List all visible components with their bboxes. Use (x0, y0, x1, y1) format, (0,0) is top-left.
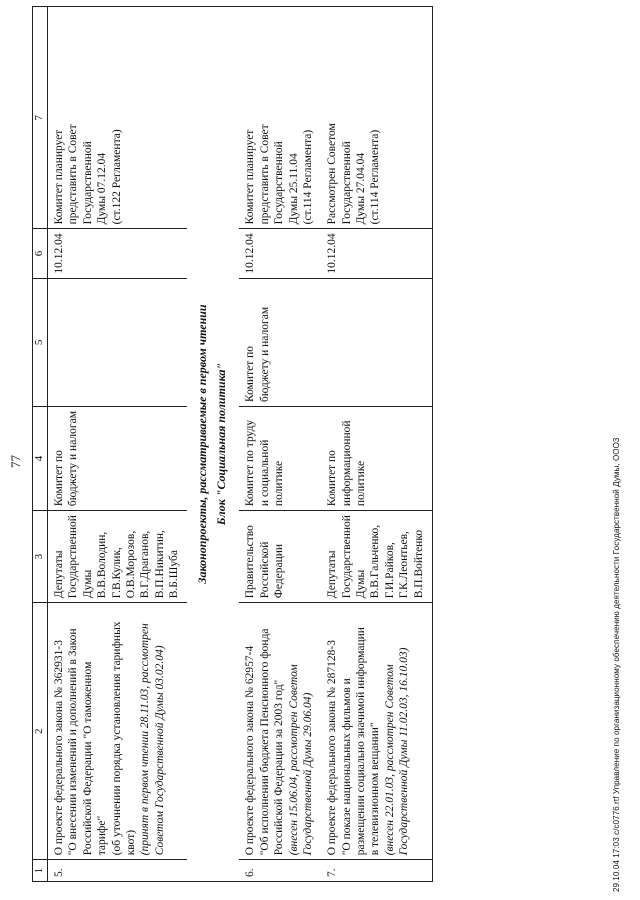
cell-line: В.П.Войтенко (412, 529, 425, 599)
cell-line: Комитет по (326, 450, 339, 507)
status-note (239, 7, 321, 229)
cell-line: политике (355, 460, 367, 507)
cell-line: Думы (355, 569, 367, 599)
cell-line: Государственной Думы 11.02.03, 16.10.03) (398, 647, 411, 856)
bill-description (239, 603, 321, 860)
cell-line: Депутаты (326, 550, 339, 599)
cell-line: Государственной (67, 515, 80, 599)
table-row (321, 7, 432, 882)
cell-line: тарифе" (96, 815, 109, 856)
cell-line: В.В.Гальченко, (369, 524, 382, 599)
cell-line: Думы 25.11.04 (287, 153, 300, 225)
item-number: 7. (321, 860, 432, 882)
cell-line: "О внесении изменений и дополнений в Закон (67, 628, 80, 856)
cell-line: (внесен 22.01.03, рассмотрен Советом (383, 664, 396, 856)
cell-line: (ст.114 Регламента) (369, 129, 382, 225)
cell-line: в телевизионном вещании" (369, 722, 382, 856)
cell-line: Комитет по труду (244, 419, 257, 507)
review-date: 10.12.04 (321, 229, 432, 278)
cell-line: размещении социально значимой информации (355, 627, 367, 856)
cell-line: Советом Государственной Думы 03.02.04) (153, 645, 166, 856)
bill-authors (321, 511, 432, 603)
cell-line: представить в Совет (67, 124, 80, 225)
responsible-committee (321, 406, 432, 510)
cell-line: (принят в первом чтении 28.11.03, рассмотрен (139, 623, 152, 856)
bills-table (32, 6, 433, 882)
review-date: 10.12.04 (48, 229, 188, 278)
cell-line: Государственной (273, 141, 286, 225)
section-heading: Законопроекты, рассматриваемые в первом чтении (187, 7, 212, 882)
cell-line: Депутаты (53, 550, 65, 599)
status-note (321, 7, 432, 229)
cell-line: (ст.114 Регламента) (301, 129, 314, 225)
cell-line: политике (273, 460, 286, 507)
cell-line: В.Б.Шуба (168, 550, 180, 599)
co-committee (48, 278, 188, 406)
cell-line: бюджету и налогам (258, 306, 271, 402)
block-heading: Блок "Социальная политика" (212, 7, 239, 882)
cell-line: В.П.Никитин, (153, 530, 166, 599)
cell-line: Комитет планирует (244, 129, 257, 225)
cell-line: О проекте федерального закона № 287128-3 (326, 640, 339, 856)
column-number-row (33, 7, 48, 882)
cell-line: Государственной (81, 141, 94, 225)
cell-line: Российской Федерации "О таможенном (81, 661, 94, 856)
bill-description (48, 603, 188, 860)
bill-authors (239, 511, 321, 603)
block-heading-row (212, 7, 239, 882)
cell-line: Комитет по (244, 345, 257, 402)
cell-line: квот) (124, 829, 137, 856)
cell-line: Российской Федерации за 2003 год" (273, 679, 286, 856)
cell-line: Комитет по (53, 450, 65, 507)
column-header: 2 (33, 603, 48, 860)
table-row (239, 7, 321, 882)
cell-line: Г.В.Кулик, (110, 547, 123, 599)
cell-line: Г.И.Райков, (383, 542, 396, 599)
cell-line: (ст.122 Регламента) (110, 129, 123, 225)
cell-line: (об уточнении порядка установления тарифных (110, 621, 123, 856)
co-committee (239, 278, 321, 406)
responsible-committee (239, 406, 321, 510)
cell-line: Государственной (340, 141, 353, 225)
section-heading-row (187, 7, 212, 882)
column-header: 3 (33, 511, 48, 603)
cell-line: представить в Совет (258, 124, 271, 225)
review-date: 10.12.04 (239, 229, 321, 278)
cell-line: В.В.Володин, (96, 531, 109, 599)
cell-line: Государственной (340, 515, 353, 599)
cell-line: бюджету и налогам (67, 410, 80, 507)
column-header: 5 (33, 278, 48, 406)
item-number: 5. (48, 860, 188, 882)
column-header: 6 (33, 229, 48, 278)
column-header: 4 (33, 406, 48, 510)
document-footer: 29.10.04 17:03 с/с0776.rtf Управление по организационному обеспечению деятельности Государственной Думы, ООО3 (612, 437, 621, 892)
cell-line: Комитет планирует (53, 129, 65, 225)
column-header: 1 (33, 860, 48, 882)
cell-line: (внесен 15.06.04, рассмотрен Советом (287, 664, 300, 856)
cell-line: "О показе национальных фильмов и (340, 678, 353, 856)
cell-line: информационной (340, 420, 353, 507)
cell-line: и социальной (258, 439, 271, 507)
cell-line: Федерации (273, 543, 286, 599)
cell-line: Рассмотрен Советом (326, 123, 339, 225)
cell-line: В.Г.Драганов, (139, 530, 152, 599)
bill-authors (48, 511, 188, 603)
cell-line: Г.К.Леонтьев, (398, 531, 411, 599)
cell-line: Думы (81, 569, 94, 599)
cell-line: Государственной Думы 29.06.04) (301, 692, 314, 856)
cell-line: Думы 27.04.04 (355, 152, 367, 225)
cell-line: О.В.Морозов, (124, 530, 137, 599)
item-number: 6. (239, 860, 321, 882)
cell-line: "Об исполнении бюджета Пенсионного фонда (258, 628, 271, 856)
bill-description (321, 603, 432, 860)
cell-line: Думы 07.12.04 (96, 152, 109, 225)
page-number: 77 (8, 455, 23, 468)
status-note (48, 7, 188, 229)
co-committee (321, 278, 432, 406)
responsible-committee (48, 406, 188, 510)
cell-line: О проекте федерального закона № 362931-3 (53, 640, 65, 856)
cell-line: Правительство (244, 525, 257, 599)
table-row (48, 7, 188, 882)
cell-line: Российской (258, 541, 271, 599)
column-header: 7 (33, 7, 48, 229)
cell-line: О проекте федерального закона № 62957-4 (244, 645, 257, 856)
